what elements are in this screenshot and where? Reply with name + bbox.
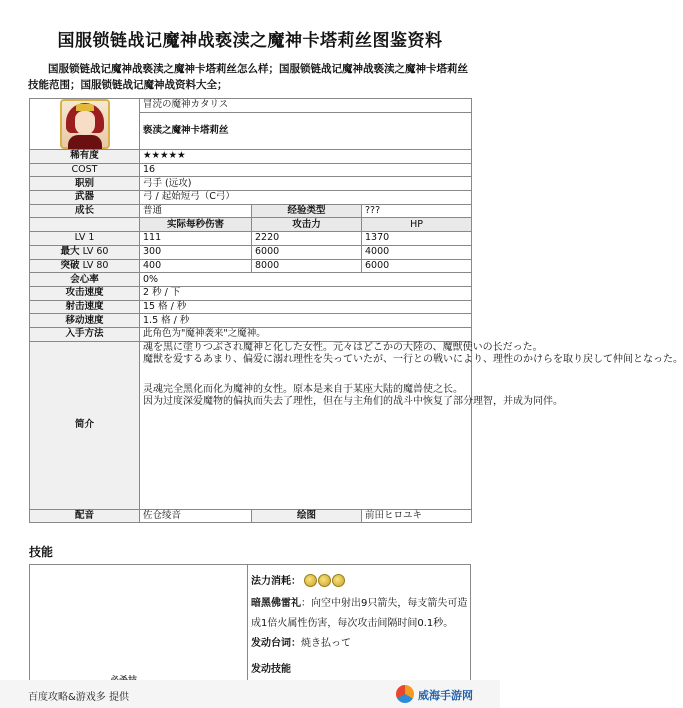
skills-divider [247, 565, 248, 681]
stat-header-blank [30, 218, 140, 232]
stat-dps: 400 [140, 259, 252, 273]
desc-cn-2: 因为过度深爱魔物的偏执而失去了理性，但在与主角们的战斗中恢复了部分理智，并成为同伴。 [143, 395, 563, 407]
atk-speed-value: 2 秒 / 下 [140, 286, 472, 300]
intro-paragraph: 国服锁链战记魔神战亵渎之魔神卡塔莉丝怎么样；国服锁链战记魔神战亵渎之魔神卡塔莉丝技能范围；国服锁链战记魔神战资料大全； [28, 63, 468, 91]
exp-label: 经验类型 [252, 204, 362, 218]
crit-value: 0% [140, 273, 472, 287]
rarity-stars: ★★★★★ [140, 150, 472, 164]
art-label: 绘图 [252, 509, 362, 523]
table-row [30, 286, 472, 300]
stat-header-dps: 实际每秒伤害 [140, 218, 252, 232]
stat-dps: 300 [140, 245, 252, 259]
mana-coin-icon [318, 574, 331, 587]
table-row [30, 327, 472, 341]
weapon-label: 武器 [30, 191, 140, 205]
table-row [30, 341, 472, 509]
cost-label: COST [30, 163, 140, 177]
cv-label: 配音 [30, 509, 140, 523]
table-row [30, 273, 472, 287]
desc-label: 简介 [30, 341, 140, 509]
mana-coin-icon [332, 574, 345, 587]
character-portrait-cell [30, 99, 140, 150]
cn-name: 亵渎之魔神卡塔莉丝 [140, 112, 472, 149]
desc-jp-1: 魂を黒に塗りつぶされ魔神と化した女性。元々はどこかの大陸の、魔獣使いの长だった。 [143, 341, 543, 353]
growth-value: 普通 [140, 204, 252, 218]
stat-row-label: 最大 LV 60 [30, 245, 140, 259]
mana-coins [304, 571, 346, 591]
class-value: 弓手 (远攻) [140, 177, 472, 191]
site-logo[interactable] [396, 683, 500, 707]
desc-jp-2: 魔獣を爱するあまり、偏爱に溺れ理性を失っていたが、一行との戦いにより、理性のかけらを取り戻して仲间となった。 [143, 353, 683, 365]
table-row [30, 150, 472, 164]
quote-label: 发动台词： [251, 638, 301, 649]
stat-row-label: 突破 LV 80 [30, 259, 140, 273]
stat-row-label: LV 1 [30, 232, 140, 246]
crit-label: 会心率 [30, 273, 140, 287]
table-row [30, 314, 472, 328]
stat-atk: 6000 [252, 245, 362, 259]
cost-value: 16 [140, 163, 472, 177]
stat-atk: 2220 [252, 232, 362, 246]
atk-speed-label: 攻击速度 [30, 286, 140, 300]
jp-name: 冒涜の魔神カタリス [140, 99, 472, 113]
exp-value: ??? [362, 204, 472, 218]
mana-label: 法力消耗： [251, 576, 301, 587]
range-value: 15 格 / 秒 [140, 300, 472, 314]
obtain-label: 入手方法 [30, 327, 140, 341]
site-logo-text: 威海手游网 [418, 689, 473, 702]
stat-header-atk: 攻击力 [252, 218, 362, 232]
footer-bar [0, 680, 500, 708]
quote-text: 焼き払って [301, 638, 351, 649]
rarity-label: 稀有度 [30, 150, 140, 164]
growth-label: 成长 [30, 204, 140, 218]
footer-source: 百度攻略&游戏多 提供 [28, 692, 129, 703]
character-portrait [60, 99, 110, 149]
activate-row [251, 660, 469, 680]
page-title: 国服锁链战记魔神战亵渎之魔神卡塔莉丝图鉴资料 [57, 31, 443, 51]
skills-heading: 技能 [29, 545, 54, 559]
desc-cn-1: 灵魂完全黑化而化为魔神的女性。原本是来自于某座大陆的魔兽使之长。 [143, 383, 463, 395]
class-label: 职别 [30, 177, 140, 191]
table-row [30, 99, 472, 113]
stat-atk: 8000 [252, 259, 362, 273]
table-row [30, 259, 472, 273]
site-logo-icon [396, 685, 414, 703]
skill-name: 暗黑佛雷礼 [251, 598, 301, 609]
skill-desc-row [251, 594, 469, 634]
cv-value: 佐仓绫音 [140, 509, 252, 523]
obtain-value: 此角色为"魔神袭来"之魔神。 [140, 327, 472, 341]
mana-coin-icon [304, 574, 317, 587]
activate-label: 发动技能 [251, 664, 291, 675]
table-row [30, 163, 472, 177]
table-row [30, 177, 472, 191]
table-row [30, 509, 472, 523]
stat-dps: 111 [140, 232, 252, 246]
description [140, 341, 683, 509]
mana-row [251, 571, 469, 592]
art-value: 前田ヒロユキ [362, 509, 472, 523]
character-info-table [29, 98, 683, 523]
skill-detail [251, 571, 469, 680]
table-row [30, 218, 472, 232]
table-row [30, 191, 472, 205]
stat-header-hp: HP [362, 218, 472, 232]
quote-row [251, 634, 469, 654]
range-label: 射击速度 [30, 300, 140, 314]
stat-hp: 6000 [362, 259, 472, 273]
table-row [30, 300, 472, 314]
move-value: 1.5 格 / 秒 [140, 314, 472, 328]
table-row [30, 245, 472, 259]
weapon-value: 弓 / 起始短弓（C弓） [140, 191, 472, 205]
skills-box [29, 564, 471, 680]
table-row [30, 204, 472, 218]
skill-desc: ：向空中射出9只箭失，每支箭失可造成1倍火属性伤害，每次攻击间隔时间0.1秒。 [251, 598, 468, 629]
table-row [30, 232, 472, 246]
stat-hp: 1370 [362, 232, 472, 246]
stat-hp: 4000 [362, 245, 472, 259]
move-label: 移动速度 [30, 314, 140, 328]
